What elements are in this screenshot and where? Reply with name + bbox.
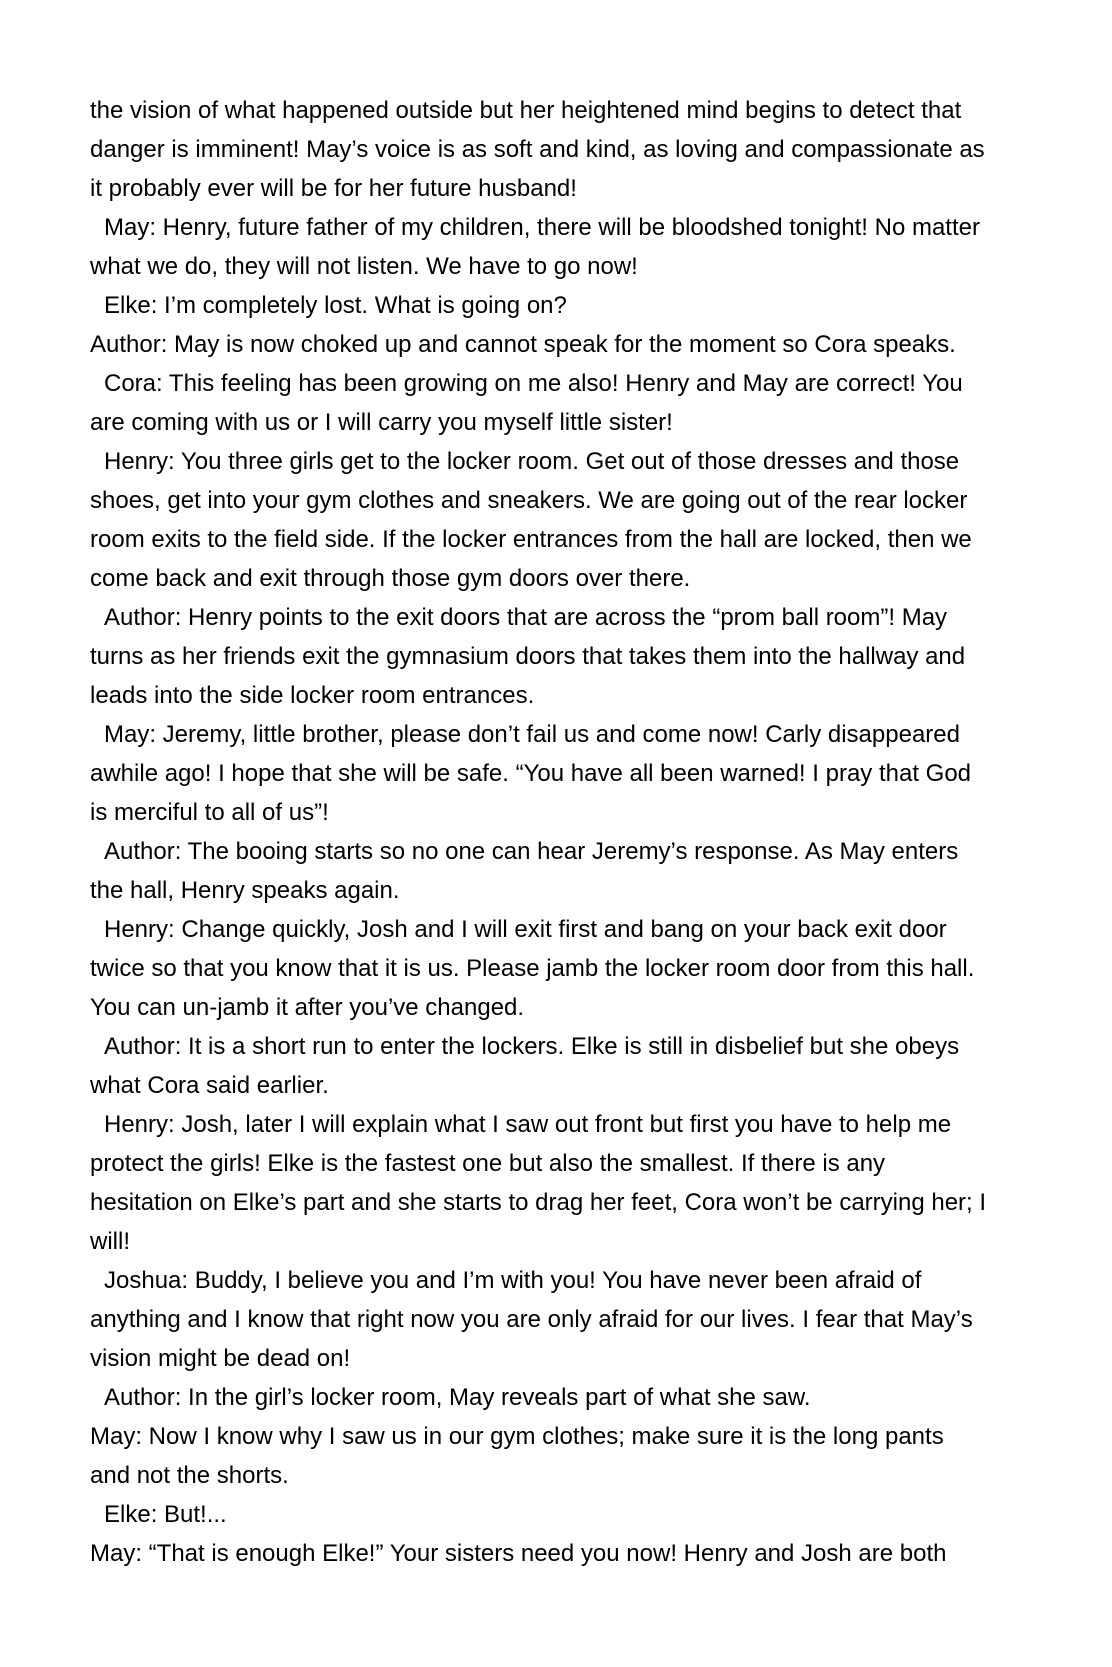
text-line: awhile ago! I hope that she will be safe. “You have all been warned! I pray that God bbox=[90, 760, 972, 787]
paragraph bbox=[90, 1417, 1042, 1495]
text-line: Author: It is a short run to enter the lockers. Elke is still in disbelief but she obeys bbox=[104, 1033, 960, 1060]
text-line: Author: Henry points to the exit doors that are across the “prom ball room”! May bbox=[104, 604, 948, 631]
page-text-body bbox=[90, 91, 1042, 1573]
text-line: Elke: I’m completely lost. What is going on? bbox=[104, 292, 567, 319]
text-line: Cora: This feeling has been growing on me also! Henry and May are correct! You bbox=[104, 370, 963, 397]
paragraph bbox=[90, 1495, 1042, 1534]
text-line: May: Jeremy, little brother, please don’t fail us and come now! Carly disappeared bbox=[104, 721, 960, 748]
text-line: May: “That is enough Elke!” Your sisters need you now! Henry and Josh are both bbox=[90, 1540, 947, 1567]
paragraph bbox=[90, 1261, 1042, 1378]
text-line: Author: In the girl’s locker room, May reveals part of what she saw. bbox=[104, 1384, 811, 1411]
text-line: vision might be dead on! bbox=[90, 1345, 351, 1372]
paragraph bbox=[90, 910, 1042, 1027]
text-line: leads into the side locker room entrances. bbox=[90, 682, 535, 709]
text-line: Henry: Change quickly, Josh and I will exit first and bang on your back exit door bbox=[104, 916, 947, 943]
paragraph bbox=[90, 442, 1042, 598]
text-line: come back and exit through those gym doors over there. bbox=[90, 565, 691, 592]
paragraph bbox=[90, 364, 1042, 442]
text-line: the vision of what happened outside but her heightened mind begins to detect that bbox=[90, 97, 962, 124]
text-line: are coming with us or I will carry you myself little sister! bbox=[90, 409, 673, 436]
text-line: Author: The booing starts so no one can hear Jeremy’s response. As May enters bbox=[104, 838, 959, 865]
paragraph bbox=[90, 91, 1042, 208]
text-line: Henry: You three girls get to the locker room. Get out of those dresses and those bbox=[104, 448, 960, 475]
text-line: hesitation on Elke’s part and she starts to drag her feet, Cora won’t be carrying her; I bbox=[90, 1189, 987, 1216]
text-line: twice so that you know that it is us. Please jamb the locker room door from this hall. bbox=[90, 955, 975, 982]
text-line: May: Now I know why I saw us in our gym clothes; make sure it is the long pants bbox=[90, 1423, 944, 1450]
text-line: Henry: Josh, later I will explain what I saw out front but first you have to help me bbox=[104, 1111, 952, 1138]
paragraph bbox=[90, 1534, 1042, 1573]
paragraph bbox=[90, 286, 1042, 325]
text-line: protect the girls! Elke is the fastest one but also the smallest. If there is any bbox=[90, 1150, 886, 1177]
paragraph bbox=[90, 598, 1042, 715]
paragraph bbox=[90, 832, 1042, 910]
text-line: what we do, they will not listen. We have to go now! bbox=[90, 253, 638, 280]
text-line: You can un-jamb it after you’ve changed. bbox=[90, 994, 525, 1021]
text-line: Elke: But!... bbox=[104, 1501, 227, 1528]
text-line: the hall, Henry speaks again. bbox=[90, 877, 400, 904]
paragraph bbox=[90, 325, 1042, 364]
text-line: shoes, get into your gym clothes and sneakers. We are going out of the rear locker bbox=[90, 487, 968, 514]
text-line: and not the shorts. bbox=[90, 1462, 289, 1489]
text-line: what Cora said earlier. bbox=[90, 1072, 329, 1099]
text-line: anything and I know that right now you are only afraid for our lives. I fear that May’s bbox=[90, 1306, 973, 1333]
text-line: Joshua: Buddy, I believe you and I’m with you! You have never been afraid of bbox=[104, 1267, 922, 1294]
text-line: Author: May is now choked up and cannot speak for the moment so Cora speaks. bbox=[90, 331, 956, 358]
paragraph bbox=[90, 715, 1042, 832]
text-line: room exits to the field side. If the locker entrances from the hall are locked, then we bbox=[90, 526, 972, 553]
text-line: May: Henry, future father of my children, there will be bloodshed tonight! No matter bbox=[104, 214, 980, 241]
text-line: turns as her friends exit the gymnasium doors that takes them into the hallway and bbox=[90, 643, 966, 670]
text-line: it probably ever will be for her future husband! bbox=[90, 175, 577, 202]
paragraph bbox=[90, 1027, 1042, 1105]
text-line: danger is imminent! May’s voice is as soft and kind, as loving and compassionate as bbox=[90, 136, 985, 163]
paragraph bbox=[90, 1105, 1042, 1261]
text-line: will! bbox=[90, 1228, 130, 1255]
paragraph bbox=[90, 1378, 1042, 1417]
paragraph bbox=[90, 208, 1042, 286]
text-line: is merciful to all of us”! bbox=[90, 799, 329, 826]
